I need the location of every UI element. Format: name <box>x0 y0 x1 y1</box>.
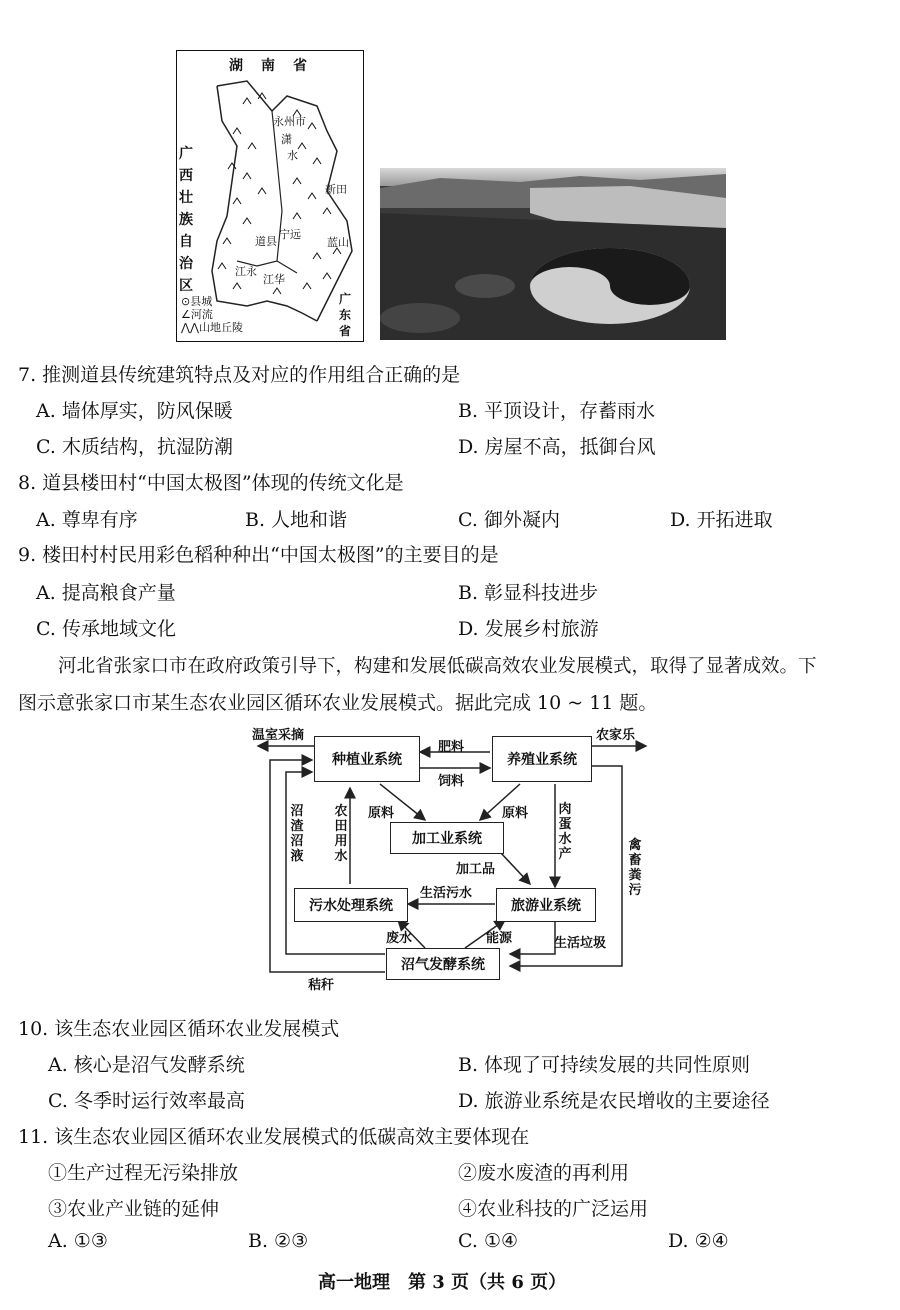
circular-agriculture-diagram <box>250 722 670 992</box>
map-place-ningyuan: 宁远 <box>279 228 301 241</box>
legend-county: 县城 <box>190 295 213 308</box>
mountain-icon <box>313 253 321 259</box>
label-manure: 禽畜粪污 <box>628 838 642 898</box>
mountain-icon <box>233 198 241 204</box>
label-raw-2: 原料 <box>502 806 529 821</box>
q10-option-a[interactable]: A. 核心是沼气发酵系统 <box>48 1054 245 1076</box>
mountain-icon <box>223 238 231 244</box>
breeding-system-box: 养殖业系统 <box>492 736 592 782</box>
mountain-icon <box>248 143 256 149</box>
map-place-yongzhou: 永州市 <box>273 115 306 128</box>
map-place-jianghua: 江华 <box>263 273 285 286</box>
q7-option-c[interactable]: C. 木质结构，抗湿防潮 <box>36 436 233 458</box>
q8-option-c[interactable]: C. 御外凝内 <box>458 509 560 531</box>
label-meat: 肉蛋水产 <box>558 802 572 862</box>
photo-drawing <box>380 168 726 340</box>
tourism-system-box: 旅游业系统 <box>496 888 596 922</box>
q11-option-b[interactable]: B. ②③ <box>248 1230 309 1252</box>
map-place-xintian: 新田 <box>325 183 347 196</box>
map-place-jiangyong: 江永 <box>235 265 257 278</box>
mountain-icon <box>243 98 251 104</box>
page-footer: 高一地理 第 3 页（共 6 页） <box>318 1272 567 1293</box>
map-place-daoxian: 道县 <box>255 235 277 248</box>
question-9-stem: 9. 楼田村村民用彩色稻种种出“中国太极图”的主要目的是 <box>18 544 499 566</box>
location-map <box>176 50 364 342</box>
mountain-icon <box>233 128 241 134</box>
intro-paragraph-line-1: 河北省张家口市在政府政策引导下，构建和发展低碳高效农业发展模式，取得了显著成效。下 <box>58 656 817 677</box>
q9-option-b[interactable]: B. 彰显科技进步 <box>458 582 599 604</box>
label-residue: 沼渣沼液 <box>290 804 304 864</box>
planting-system-box: 种植业系统 <box>314 736 420 782</box>
question-11-stem: 11. 该生态农业园区循环农业发展模式的低碳高效主要体现在 <box>18 1126 530 1148</box>
mountain-icon <box>303 283 311 289</box>
q11-item-4: ④农业科技的广泛运用 <box>458 1198 649 1220</box>
q10-option-c[interactable]: C. 冬季时运行效率最高 <box>48 1090 245 1112</box>
intro-paragraph-line-2: 图示意张家口市某生态农业园区循环农业发展模式。据此完成 10 ~ 11 题。 <box>18 692 658 714</box>
q11-item-2: ②废水废渣的再利用 <box>458 1162 630 1184</box>
label-garbage: 生活垃圾 <box>554 936 607 951</box>
question-7-stem: 7. 推测道县传统建筑特点及对应的作用组合正确的是 <box>18 364 461 386</box>
mountain-icon <box>293 178 301 184</box>
label-farmstay: 农家乐 <box>596 728 636 743</box>
q11-item-3: ③农业产业链的延伸 <box>48 1198 220 1220</box>
mountain-icon <box>233 283 241 289</box>
q7-option-d[interactable]: D. 房屋不高，抵御台风 <box>458 436 656 458</box>
q9-option-a[interactable]: A. 提高粮食产量 <box>36 582 176 604</box>
mountain-icon <box>273 288 281 294</box>
legend-river: 河流 <box>190 308 213 321</box>
q10-option-b[interactable]: B. 体现了可持续发展的共同性原则 <box>458 1054 751 1076</box>
mountain-icon <box>308 193 316 199</box>
q10-option-d[interactable]: D. 旅游业系统是农民增收的主要途径 <box>458 1090 770 1112</box>
hills-icon: ⋀⋀ <box>181 321 200 334</box>
q9-option-c[interactable]: C. 传承地域文化 <box>36 618 176 640</box>
mountain-icon <box>323 273 331 279</box>
mountain-icon <box>218 263 226 269</box>
county-icon: ⊙ <box>181 295 191 308</box>
mountain-icon <box>298 143 306 149</box>
q11-option-c[interactable]: C. ①④ <box>458 1230 519 1252</box>
map-title-hunan: 湖南省 <box>229 58 325 74</box>
question-8-stem: 8. 道县楼田村“中国太极图”体现的传统文化是 <box>18 472 404 494</box>
map-region-guangxi: 广西壮族自治区 <box>179 146 193 294</box>
river-icon: ∠ <box>181 308 191 321</box>
mountain-icon <box>293 213 301 219</box>
q9-option-d[interactable]: D. 发展乡村旅游 <box>458 618 599 640</box>
label-processed: 加工品 <box>456 862 496 877</box>
label-greenhouse: 温室采摘 <box>252 728 305 743</box>
label-wastewater: 废水 <box>386 931 413 946</box>
label-feed: 饲料 <box>438 774 465 789</box>
mountain-icon <box>243 218 251 224</box>
label-raw-1: 原料 <box>368 806 395 821</box>
label-domestic-sewage: 生活污水 <box>420 886 473 901</box>
map-place-lanshan: 蓝山 <box>327 236 349 249</box>
label-irrigation: 农田用水 <box>334 804 348 864</box>
q11-item-1: ①生产过程无污染排放 <box>48 1162 239 1184</box>
q8-option-a[interactable]: A. 尊卑有序 <box>36 509 138 531</box>
q8-option-d[interactable]: D. 开拓进取 <box>670 509 773 531</box>
mountain-icon <box>323 208 331 214</box>
label-straw: 秸秆 <box>308 978 335 993</box>
label-fertilizer: 肥料 <box>438 740 465 755</box>
sewage-system-box: 污水处理系统 <box>294 888 408 922</box>
map-place-shui: 水 <box>287 149 298 162</box>
biogas-system-box: 沼气发酵系统 <box>386 948 500 980</box>
map-legend <box>181 295 243 334</box>
processing-system-box: 加工业系统 <box>390 822 504 854</box>
mountain-icon <box>258 188 266 194</box>
taiji-field-photo <box>380 168 726 340</box>
label-energy: 能源 <box>486 931 513 946</box>
q8-option-b[interactable]: B. 人地和谐 <box>245 509 348 531</box>
map-region-guangdong: 广东省 <box>339 292 352 338</box>
mountain-icon <box>243 173 251 179</box>
question-10-stem: 10. 该生态农业园区循环农业发展模式 <box>18 1018 340 1040</box>
mountain-icon <box>313 158 321 164</box>
map-place-xiao: 潇 <box>281 133 292 146</box>
mountain-icon <box>308 123 316 129</box>
q11-option-d[interactable]: D. ②④ <box>668 1230 729 1252</box>
legend-hills: 山地丘陵 <box>199 321 244 334</box>
q11-option-a[interactable]: A. ①③ <box>48 1230 108 1252</box>
q7-option-a[interactable]: A. 墙体厚实，防风保暖 <box>36 400 233 422</box>
q7-option-b[interactable]: B. 平顶设计，存蓄雨水 <box>458 400 656 422</box>
